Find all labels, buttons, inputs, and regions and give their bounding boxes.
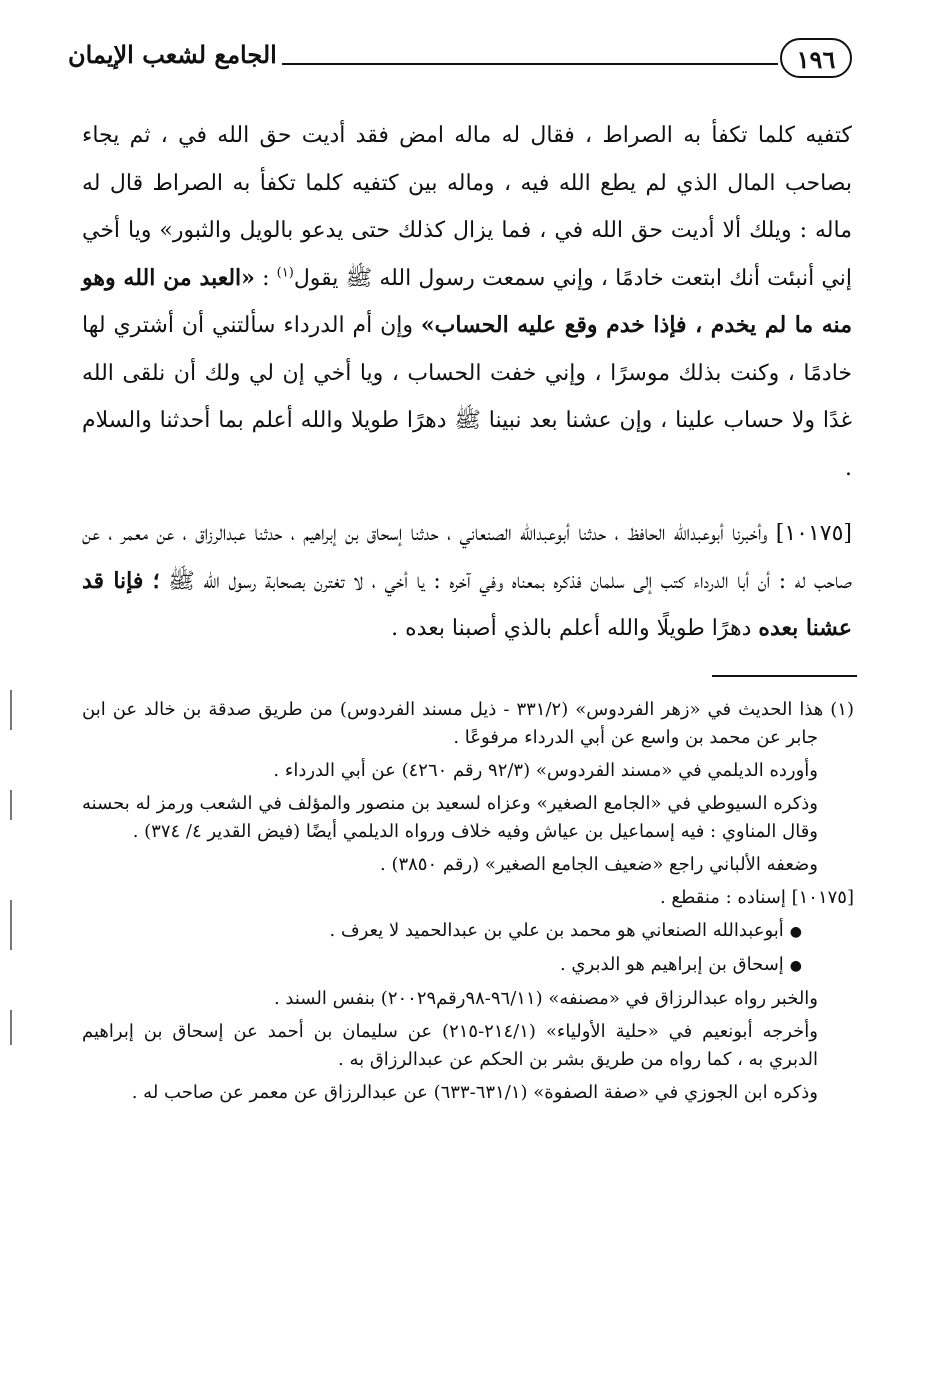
footnote-2-line-3: والخبر رواه عبدالرزاق في «مصنفه» (٩٦/١١-٩٨رقم٢٠٠٢٩) بنفس السند . <box>273 988 818 1009</box>
margin-speck <box>10 900 12 950</box>
footnote-2-line-4: وأخرجه أبونعيم في «حلية الأولياء» (٢١٤/١-٢١٥) عن سليمان بن أحمد عن إسحاق بن إبراهيم الدبري به ، كما رواه من طريق بشر بن الحكم عن عبدالرزاق به . <box>82 1021 818 1070</box>
page-header <box>68 36 852 92</box>
paragraph-2 <box>82 510 852 653</box>
footnote-2-heading: [١٠١٧٥] إسناده : منقطع . <box>659 887 854 908</box>
footnote-2-line-5: وذكره ابن الجوزي في «صفة الصفوة» (٦٣١/١-٦٣٣) عن عبدالرزاق عن معمر عن صاحب له . <box>131 1082 818 1103</box>
margin-speck <box>10 690 12 730</box>
margin-speck <box>10 790 12 820</box>
paragraph-2-text-b: دهرًا طويلًا والله أعلم بالذي أصبنا بعده . <box>391 616 759 641</box>
footnote-2-bullet-1-text: أبوعبدالله الصنعاني هو محمد بن علي بن عبدالحميد لا يعرف . <box>329 920 784 941</box>
paragraph-1-text-b: وإن أم الدرداء سألتني أن أشتري لها خادمًا ، وكنت بذلك موسرًا ، وإني خفت الحساب ، ويا أخي إن لي ولك أن نلقى الله غدًا ولا حساب علينا ، وإن عشنا بعد نبينا ﷺ دهرًا طويلا والله أعلم بما أحدثنا والسلام . <box>82 313 852 481</box>
paragraph-2-bold: ؛ فإنا قد عشنا بعده <box>82 567 852 641</box>
paragraph-1-text-a: كتفيه كلما تكفأ به الصراط ، فقال له ماله امض فقد أديت حق الله في ، ثم يجاء بصاحب المال الذي لم يطع الله فيه ، وماله بين كتفيه كلما تكفأ به الصراط قال له ماله : ويلك ألا أديت حق الله في ، فما يزال كذلك حتى يدعو بالويل والثبور» ويا أخي إني أنبئت أنك ابتعت خادمًا ، وإني سمعت رسول الله ﷺ يقول <box>82 123 852 291</box>
footnote-1-line-2: وأورده الديلمي في «مسند الفردوس» (٩٢/٣ رقم ٤٢٦٠) عن أبي الدرداء . <box>273 760 818 781</box>
footnote-1-line-3: وذكره السيوطي في «الجامع الصغير» وعزاه لسعيد بن منصور والمؤلف في الشعب ورمز له بحسنه وقال المناوي : فيه إسماعيل بن عياش وفيه خلاف ورواه الديلمي أيضًا (فيض القدير ٤/ ٣٧٤) . <box>82 793 818 842</box>
bullet-icon: ● <box>789 924 802 940</box>
main-text <box>82 112 852 653</box>
header-rule <box>282 63 778 65</box>
footnote-1-line-4: وضعفه الألباني راجع «ضعيف الجامع الصغير» (رقم ٣٨٥٠) . <box>380 854 818 875</box>
hadith-quote: «العبد من الله وهو منه ما لم يخدم ، فإذا خدم وقع عليه الحساب» <box>82 264 852 338</box>
margin-speck <box>10 1010 12 1045</box>
paragraph-1 <box>82 112 852 492</box>
footnote-2-bullet-1 <box>82 917 854 946</box>
book-title: الجامع لشعب الإيمان <box>68 40 277 69</box>
page-number: ١٩٦ <box>780 38 852 78</box>
footnote-1: (١) هذا الحديث في «زهر الفردوس» (٣٣١/٢ - ذيل مسند الفردوس) من طريق صدقة بن خالد عن ابن جابر عن محمد بن واسع عن أبي الدرداء مرفوعًا . <box>82 699 854 748</box>
paragraph-1-colon: : <box>254 265 277 291</box>
paragraph-2-text-a: [١٠١٧٥] وأخبرنا أبوعبدالله الحافظ ، حدثنا أبوعبدالله الصنعاني ، حدثنا إسحاق بن إبراهيم ، حدثنا عبدالرزاق ، عن معمر ، عن صاحب له : أن أبا الدرداء كتب إلى سلمان فذكره بمعناه وفي آخره : يا أخي ، لا تغترن بصحابة رسول الله ﷺ <box>82 521 853 594</box>
footnote-2-bullet-2-text: إسحاق بن إبراهيم هو الدبري . <box>559 954 784 975</box>
bullet-icon: ● <box>789 958 802 974</box>
footnote-separator <box>712 675 857 677</box>
footnote-2-bullet-2 <box>82 951 854 980</box>
footnote-ref-1: (١) <box>276 265 294 281</box>
footnotes <box>82 696 854 1112</box>
